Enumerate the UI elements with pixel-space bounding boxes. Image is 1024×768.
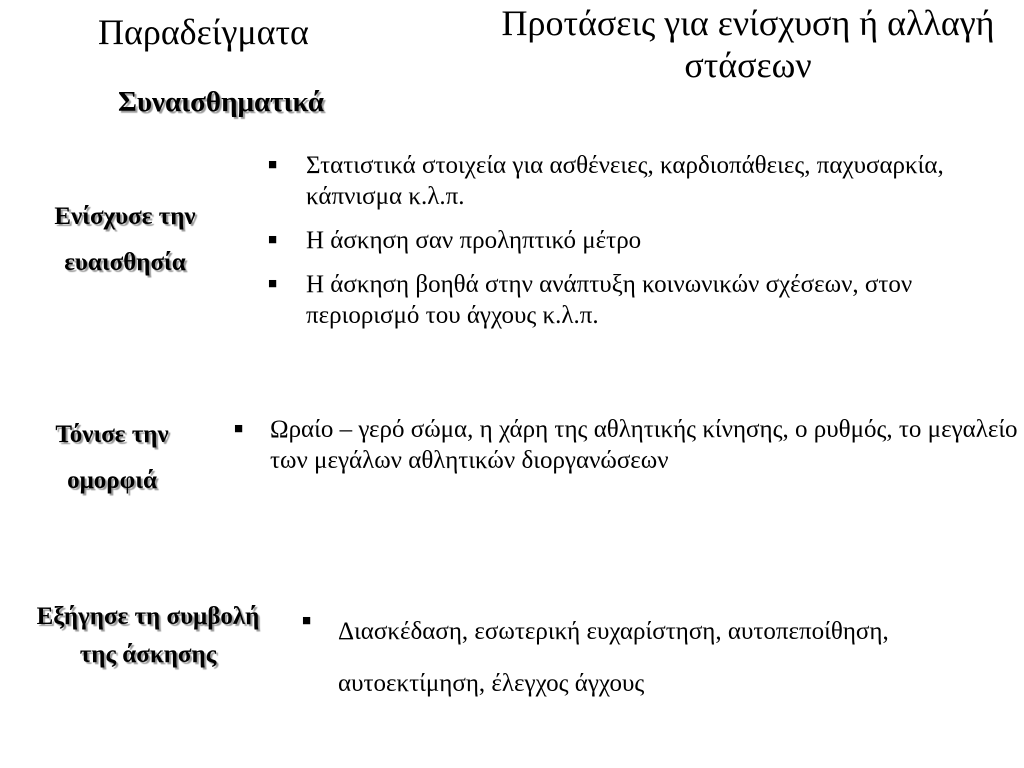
list-item-text: Η άσκηση σαν προληπτικό μέτρο [306,227,642,254]
bullet-list-sensitivity [268,150,1008,344]
row-label-contribution: Εξήγησε τη συμβολή της άσκησης [36,603,260,668]
row-label-sensitivity: Ενίσχυσε την ευαισθησία [54,203,196,276]
square-bullet-icon: ■ [268,276,278,292]
square-bullet-icon: ■ [268,232,278,248]
list-item-text: Διασκέδαση, εσωτερική ευχαρίστηση, αυτοπεποίθηση, αυτοεκτίμηση, έλεγχος άγχους [338,618,889,697]
list-item [268,269,1008,331]
list-item [234,414,1018,476]
square-bullet-icon: ■ [302,613,312,629]
bullet-list-contribution [302,606,1002,710]
list-item [268,150,1008,212]
list-item [302,606,1002,710]
list-item-text: Στατιστικά στοιχεία για ασθένειες, καρδιοπάθειες, παχυσαρκία, κάπνισμα κ.λ.π. [306,152,944,210]
left-column-title: Παραδείγματα [98,12,309,52]
right-column-title: Προτάσεις για ενίσχυση ή αλλαγή στάσεων [501,3,995,85]
list-item [268,225,1008,256]
square-bullet-icon: ■ [268,157,278,173]
bullet-list-beauty [234,414,1018,476]
square-bullet-icon: ■ [234,421,244,437]
section-subtitle: Συναισθηματικά [118,86,324,118]
list-item-text: Η άσκηση βοηθά στην ανάπτυξη κοινωνικών σχέσεων, στον περιορισμό του άγχους κ.λ.π. [306,271,913,329]
list-item-text: Ωραίο – γερό σώμα, η χάρη της αθλητικής κίνησης, ο ρυθμός, το μεγαλείο των μεγάλων αθλητικών διοργανώσεων [270,416,1018,474]
row-label-beauty: Τόνισε την ομορφιά [55,421,169,494]
